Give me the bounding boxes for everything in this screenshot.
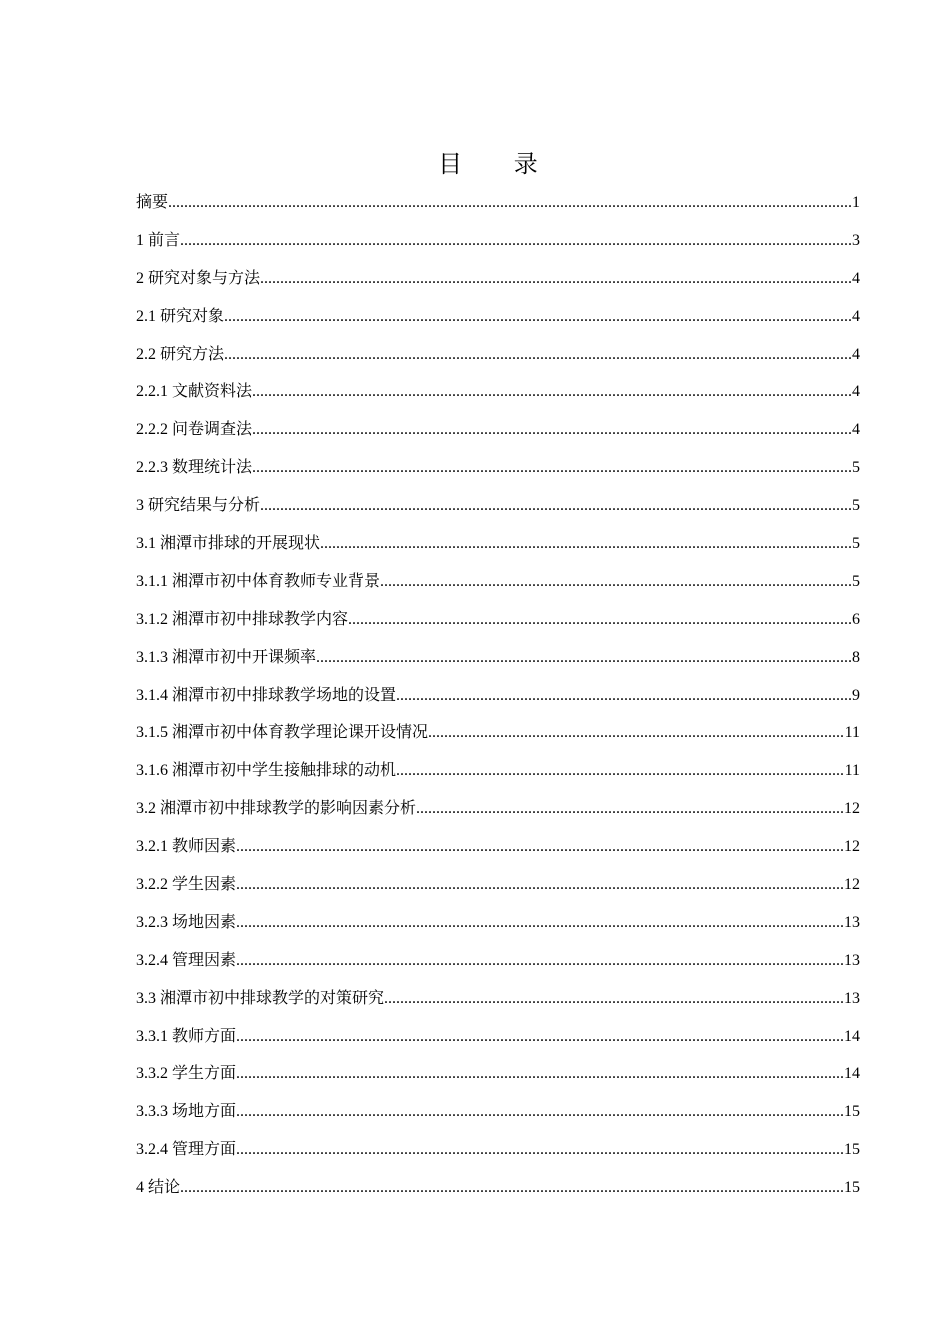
toc-entry-label: 3.2.2 学生因素 [136,876,237,894]
dot-leader [380,563,852,601]
toc-entry-label: 3.2.1 教师因素 [136,838,237,856]
dot-leader [236,904,844,942]
toc-entry-page: 9 [852,686,860,704]
toc-entry-label: 3 研究结果与分析 [136,497,261,515]
toc-entry-page: 5 [852,497,860,515]
toc-entry[interactable] [136,449,860,487]
dot-leader [252,373,852,411]
dot-leader [384,980,844,1018]
toc-entry-label: 3.1.6 湘潭市初中学生接触排球的动机 [136,762,397,780]
toc-entry-label: 3.1.2 湘潭市初中排球教学内容 [136,610,349,628]
toc-entry-page: 4 [852,421,860,439]
toc-entry[interactable] [136,336,860,374]
toc-entry[interactable] [136,752,860,790]
toc-entry[interactable] [136,639,860,677]
toc-entry-page: 3 [852,231,860,249]
dot-leader [236,1093,844,1131]
toc-entry-label: 3.1.4 湘潭市初中排球教学场地的设置 [136,686,397,704]
toc-entry[interactable] [136,942,860,980]
toc-entry[interactable] [136,1018,860,1056]
toc-entry-label: 3.1.3 湘潭市初中开课频率 [136,648,317,666]
dot-leader [252,411,852,449]
dot-leader [396,677,852,715]
toc-entry-page: 4 [852,345,860,363]
dot-leader [316,639,852,677]
table-of-contents [136,184,860,1207]
toc-entry-page: 6 [852,610,860,628]
toc-entry-page: 11 [844,762,860,780]
toc-entry-page: 4 [852,383,860,401]
dot-leader [224,336,852,374]
toc-entry-page: 8 [852,648,860,666]
toc-entry[interactable] [136,828,860,866]
toc-entry[interactable] [136,563,860,601]
toc-entry-page: 4 [852,269,860,287]
toc-entry-label: 2.1 研究对象 [136,307,225,325]
dot-leader [260,260,852,298]
toc-entry[interactable] [136,714,860,752]
toc-entry[interactable] [136,222,860,260]
toc-entry-label: 3.1.5 湘潭市初中体育教学理论课开设情况 [136,724,429,742]
toc-entry-label: 2.2.1 文献资料法 [136,383,253,401]
toc-entry-page: 12 [844,800,860,818]
toc-entry-label: 3.3.3 场地方面 [136,1103,237,1121]
toc-entry[interactable] [136,601,860,639]
toc-entry-page: 15 [844,1103,860,1121]
toc-entry[interactable] [136,1093,860,1131]
toc-entry-label: 3.1 湘潭市排球的开展现状 [136,535,321,553]
toc-entry[interactable] [136,260,860,298]
toc-entry-page: 1 [852,194,860,211]
dot-leader [416,790,844,828]
dot-leader [236,1055,844,1093]
toc-entry-page: 12 [844,838,860,856]
toc-entry-label: 2.2.2 问卷调查法 [136,421,253,439]
toc-entry-label: 2 研究对象与方法 [136,269,261,287]
toc-entry-label: 3.3.1 教师方面 [136,1027,237,1045]
toc-entry-label: 1 前言 [136,231,181,249]
dot-leader [180,1169,844,1207]
toc-entry-page: 13 [844,951,860,969]
dot-leader [348,601,852,639]
toc-entry[interactable] [136,980,860,1018]
dot-leader [224,298,852,336]
toc-entry-label: 3.3 湘潭市初中排球教学的对策研究 [136,989,385,1007]
toc-entry-label: 3.1.1 湘潭市初中体育教师专业背景 [136,572,381,590]
toc-entry-page: 5 [852,572,860,590]
toc-title: 目 录 [438,150,560,178]
toc-entry-page: 14 [844,1065,860,1083]
dot-leader [168,184,852,222]
toc-entry[interactable] [136,487,860,525]
toc-entry[interactable] [136,298,860,336]
dot-leader [428,714,845,752]
toc-entry-label: 3.3.2 学生方面 [136,1065,237,1083]
toc-entry[interactable] [136,525,860,563]
toc-entry-label: 3.2.3 场地因素 [136,913,237,931]
toc-entry[interactable] [136,373,860,411]
toc-entry-page: 14 [844,1027,860,1045]
dot-leader [320,525,852,563]
toc-entry-label: 3.2.4 管理因素 [136,951,237,969]
toc-entry[interactable] [136,904,860,942]
dot-leader [180,222,852,260]
dot-leader [236,866,844,904]
toc-entry[interactable] [136,790,860,828]
toc-entry-page: 12 [844,876,860,894]
toc-entry-page: 5 [852,459,860,477]
dot-leader [260,487,852,525]
toc-entry-label: 摘要 [136,194,169,211]
toc-entry-label: 2.2 研究方法 [136,345,225,363]
dot-leader [236,1131,844,1169]
toc-entry[interactable] [136,184,860,222]
toc-entry[interactable] [136,1169,860,1207]
dot-leader [236,828,844,866]
toc-entry[interactable] [136,1131,860,1169]
toc-entry-label: 2.2.3 数理统计法 [136,459,253,477]
dot-leader [236,1018,844,1056]
toc-entry-page: 4 [852,307,860,325]
toc-entry[interactable] [136,677,860,715]
toc-entry-label: 4 结论 [136,1179,181,1197]
toc-entry-page: 11 [844,724,860,742]
toc-entry-page: 13 [844,989,860,1007]
toc-entry[interactable] [136,866,860,904]
toc-entry-label: 3.2 湘潭市初中排球教学的影响因素分析 [136,800,417,818]
toc-entry-page: 15 [844,1141,860,1159]
dot-leader [252,449,852,487]
toc-entry[interactable] [136,411,860,449]
dot-leader [396,752,845,790]
toc-entry-label: 3.2.4 管理方面 [136,1141,237,1159]
toc-entry[interactable] [136,1055,860,1093]
toc-entry-page: 13 [844,913,860,931]
toc-entry-page: 15 [844,1179,860,1197]
dot-leader [236,942,844,980]
toc-entry-page: 5 [852,535,860,553]
